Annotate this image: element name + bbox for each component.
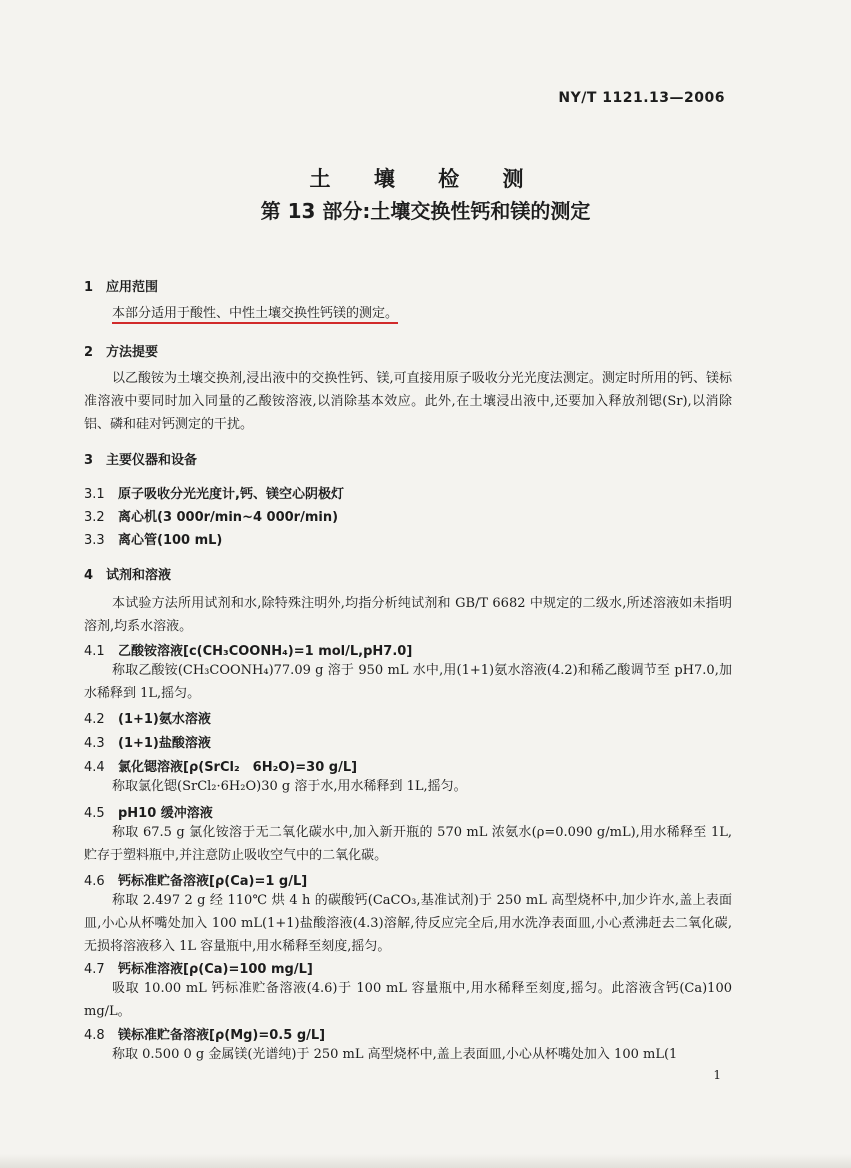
item-4-1-title: 4.1 乙酸铵溶液[c(CH₃COONH₄)=1 mol/L,pH7.0] bbox=[84, 644, 413, 659]
item-3-3: 3.3 离心管(100 mL) bbox=[84, 533, 223, 548]
page-number: 1 bbox=[713, 1068, 721, 1082]
section-number: 4 bbox=[84, 568, 94, 583]
item-3-2: 3.2 离心机(3 000r/min~4 000r/min) bbox=[84, 510, 339, 525]
item-4-5-text: 称取 67.5 g 氯化铵溶于无二氧化碳水中,加入新开瓶的 570 mL 浓氨水(ρ=0.090 g/mL),用水稀释至 1L,贮存于塑料瓶中,并注意防止吸收空气中的二氧化碳。 bbox=[84, 825, 732, 863]
item-4-6-text: 称取 2.497 2 g 经 110℃ 烘 4 h 的碳酸钙(CaCO₃,基准试剂)于 250 mL 高型烧杯中,加少许水,盖上表面皿,小心从杯嘴处加入 100 mL(1+1)盐酸溶液(4.3)溶解,待反应完全后,用水洗净表面皿,小心煮沸赶去二氧化碳,无损将溶液移入 1L 容量瓶中,用水稀释至刻度,摇匀。 bbox=[84, 893, 732, 954]
section-title: 方法提要 bbox=[106, 345, 159, 360]
item-4-1-text: 称取乙酸铵(CH₃COONH₄)77.09 g 溶于 950 mL 水中,用(1+1)氨水溶液(4.2)和稀乙酸调节至 pH7.0,加水稀释到 1L,摇匀。 bbox=[84, 663, 732, 701]
item-4-8-title: 4.8 镁标准贮备溶液[ρ(Mg)=0.5 g/L] bbox=[84, 1028, 326, 1043]
item-4-7-title: 4.7 钙标准溶液[ρ(Ca)=100 mg/L] bbox=[84, 962, 313, 977]
standard-code: NY/T 1121.13—2006 bbox=[558, 90, 725, 106]
doc-title-part: 第 13 部分:土壤交换性钙和镁的测定 bbox=[260, 199, 591, 223]
section-1-text bbox=[112, 302, 732, 325]
section-title: 主要仪器和设备 bbox=[106, 453, 198, 468]
section-number: 2 bbox=[84, 345, 94, 360]
item-4-8-text: 称取 0.500 0 g 金属镁(光谱纯)于 250 mL 高型烧杯中,盖上表面皿,小心从杯嘴处加入 100 mL(1 bbox=[112, 1047, 678, 1062]
item-4-4-text: 称取氯化锶(SrCl₂·6H₂O)30 g 溶于水,用水稀释到 1L,摇匀。 bbox=[112, 779, 467, 794]
item-4-3-title: 4.3 (1+1)盐酸溶液 bbox=[84, 736, 211, 751]
section-title: 试剂和溶液 bbox=[106, 568, 172, 583]
section-3-heading bbox=[84, 449, 197, 468]
item-4-6-title: 4.6 钙标准贮备溶液[ρ(Ca)=1 g/L] bbox=[84, 874, 308, 889]
item-4-4-title: 4.4 氯化锶溶液[ρ(SrCl₂ 6H₂O)=30 g/L] bbox=[84, 760, 358, 775]
section-number: 3 bbox=[84, 453, 94, 468]
item-3-1: 3.1 原子吸收分光光度计,钙、镁空心阴极灯 bbox=[84, 487, 344, 502]
doc-title-main: 土 壤 检 测 bbox=[309, 167, 542, 191]
scan-edge bbox=[0, 1154, 851, 1168]
section-title: 应用范围 bbox=[106, 280, 159, 295]
section-1-heading bbox=[84, 276, 158, 295]
item-4-5-title: 4.5 pH10 缓冲溶液 bbox=[84, 806, 213, 821]
item-4-2-title: 4.2 (1+1)氨水溶液 bbox=[84, 712, 211, 727]
section-4-intro: 本试验方法所用试剂和水,除特殊注明外,均指分析纯试剂和 GB/T 6682 中规定的二级水,所述溶液如未指明溶剂,均系水溶液。 bbox=[84, 596, 732, 634]
highlighted-scope-text: 本部分适用于酸性、中性土壤交换性钙镁的测定。 bbox=[112, 306, 398, 324]
section-2-heading bbox=[84, 341, 158, 360]
section-number: 1 bbox=[84, 280, 94, 295]
section-2-text: 以乙酸铵为土壤交换剂,浸出液中的交换性钙、镁,可直接用原子吸收分光光度法测定。测定时所用的钙、镁标准溶液中要同时加入同量的乙酸铵溶液,以消除基本效应。此外,在土壤浸出液中,还要加入释放剂锶(Sr),以消除铝、磷和硅对钙测定的干扰。 bbox=[84, 371, 732, 432]
item-4-7-text: 吸取 10.00 mL 钙标准贮备溶液(4.6)于 100 mL 容量瓶中,用水稀释至刻度,摇匀。此溶液含钙(Ca)100 mg/L。 bbox=[84, 981, 732, 1019]
section-4-heading bbox=[84, 564, 171, 583]
